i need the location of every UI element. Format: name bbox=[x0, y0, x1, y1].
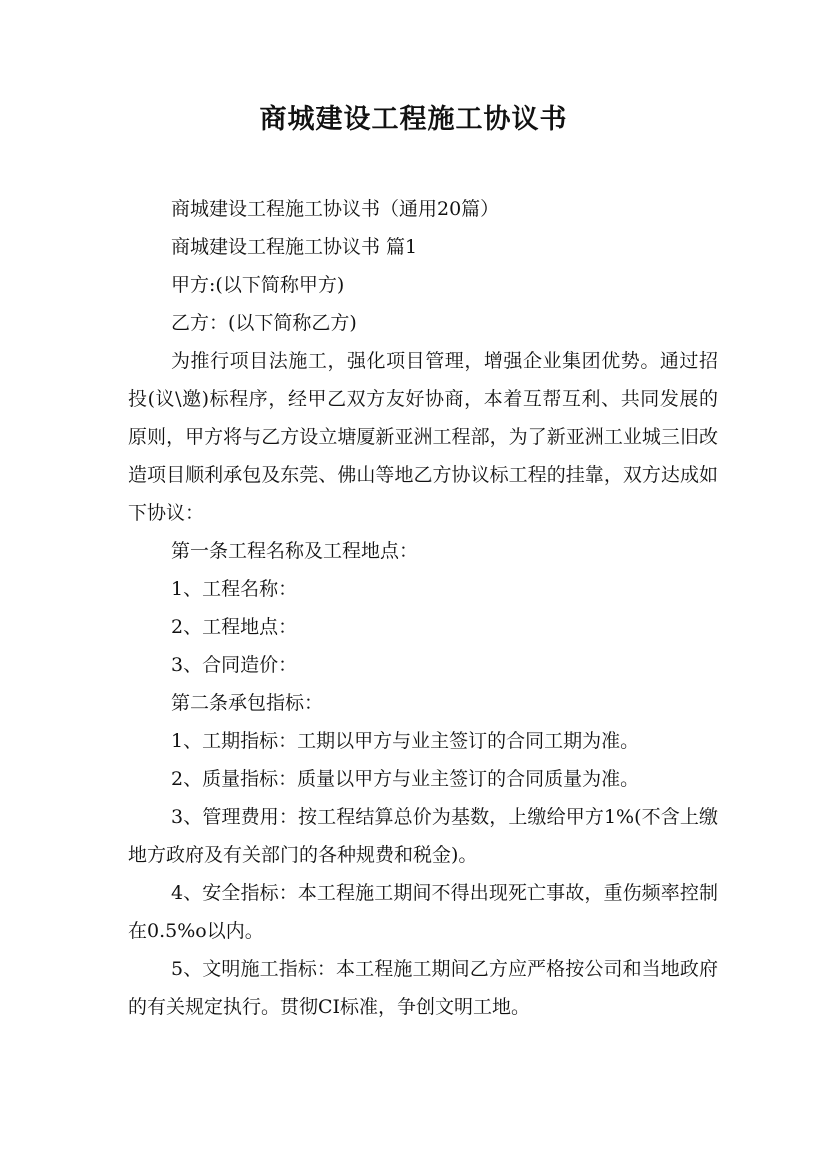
paragraph-quality-target: 2、质量指标：质量以甲方与业主签订的合同质量为准。 bbox=[171, 768, 640, 790]
paragraph-management-fee: 3、管理费用：按工程结算总价为基数，上缴给甲方1%(不含上缴地方政府及有关部门的各种规费和税金)。 bbox=[128, 806, 718, 866]
paragraph-safety-target: 4、安全指标：本工程施工期间不得出现死亡事故，重伤频率控制在0.5%o以内。 bbox=[128, 882, 718, 942]
paragraph-contract-price: 3、合同造价： bbox=[171, 654, 298, 676]
paragraph-subtitle: 商城建设工程施工协议书（通用20篇） bbox=[171, 198, 500, 220]
paragraph-party-b: 乙方：(以下简称乙方) bbox=[171, 312, 357, 334]
paragraph-project-name: 1、工程名称： bbox=[171, 578, 298, 600]
paragraph-article-1: 第一条工程名称及工程地点： bbox=[171, 540, 419, 562]
paragraph-party-a: 甲方:(以下简称甲方) bbox=[171, 274, 345, 296]
paragraph-civilized-construction: 5、文明施工指标：本工程施工期间乙方应严格按公司和当地政府的有关规定执行。贯彻CI标准，争创文明工地。 bbox=[128, 958, 718, 1018]
paragraph-article-2: 第二条承包指标： bbox=[171, 692, 324, 714]
paragraph-preamble: 为推行项目法施工，强化项目管理，增强企业集团优势。通过招投(议\邀)标程序，经甲乙双方友好协商，本着互帮互利、共同发展的原则，甲方将与乙方设立塘厦新亚洲工程部，为了新亚洲工业城三旧改造项目顺利承包及东莞、佛山等地乙方协议标工程的挂靠，双方达成如下协议： bbox=[128, 350, 718, 524]
paragraph-project-location: 2、工程地点： bbox=[171, 616, 298, 638]
document-title: 商城建设工程施工协议书 bbox=[259, 104, 568, 135]
paragraph-section-heading: 商城建设工程施工协议书 篇1 bbox=[171, 236, 418, 258]
paragraph-schedule-target: 1、工期指标：工期以甲方与业主签订的合同工期为准。 bbox=[171, 730, 640, 752]
document-body bbox=[128, 190, 718, 1026]
